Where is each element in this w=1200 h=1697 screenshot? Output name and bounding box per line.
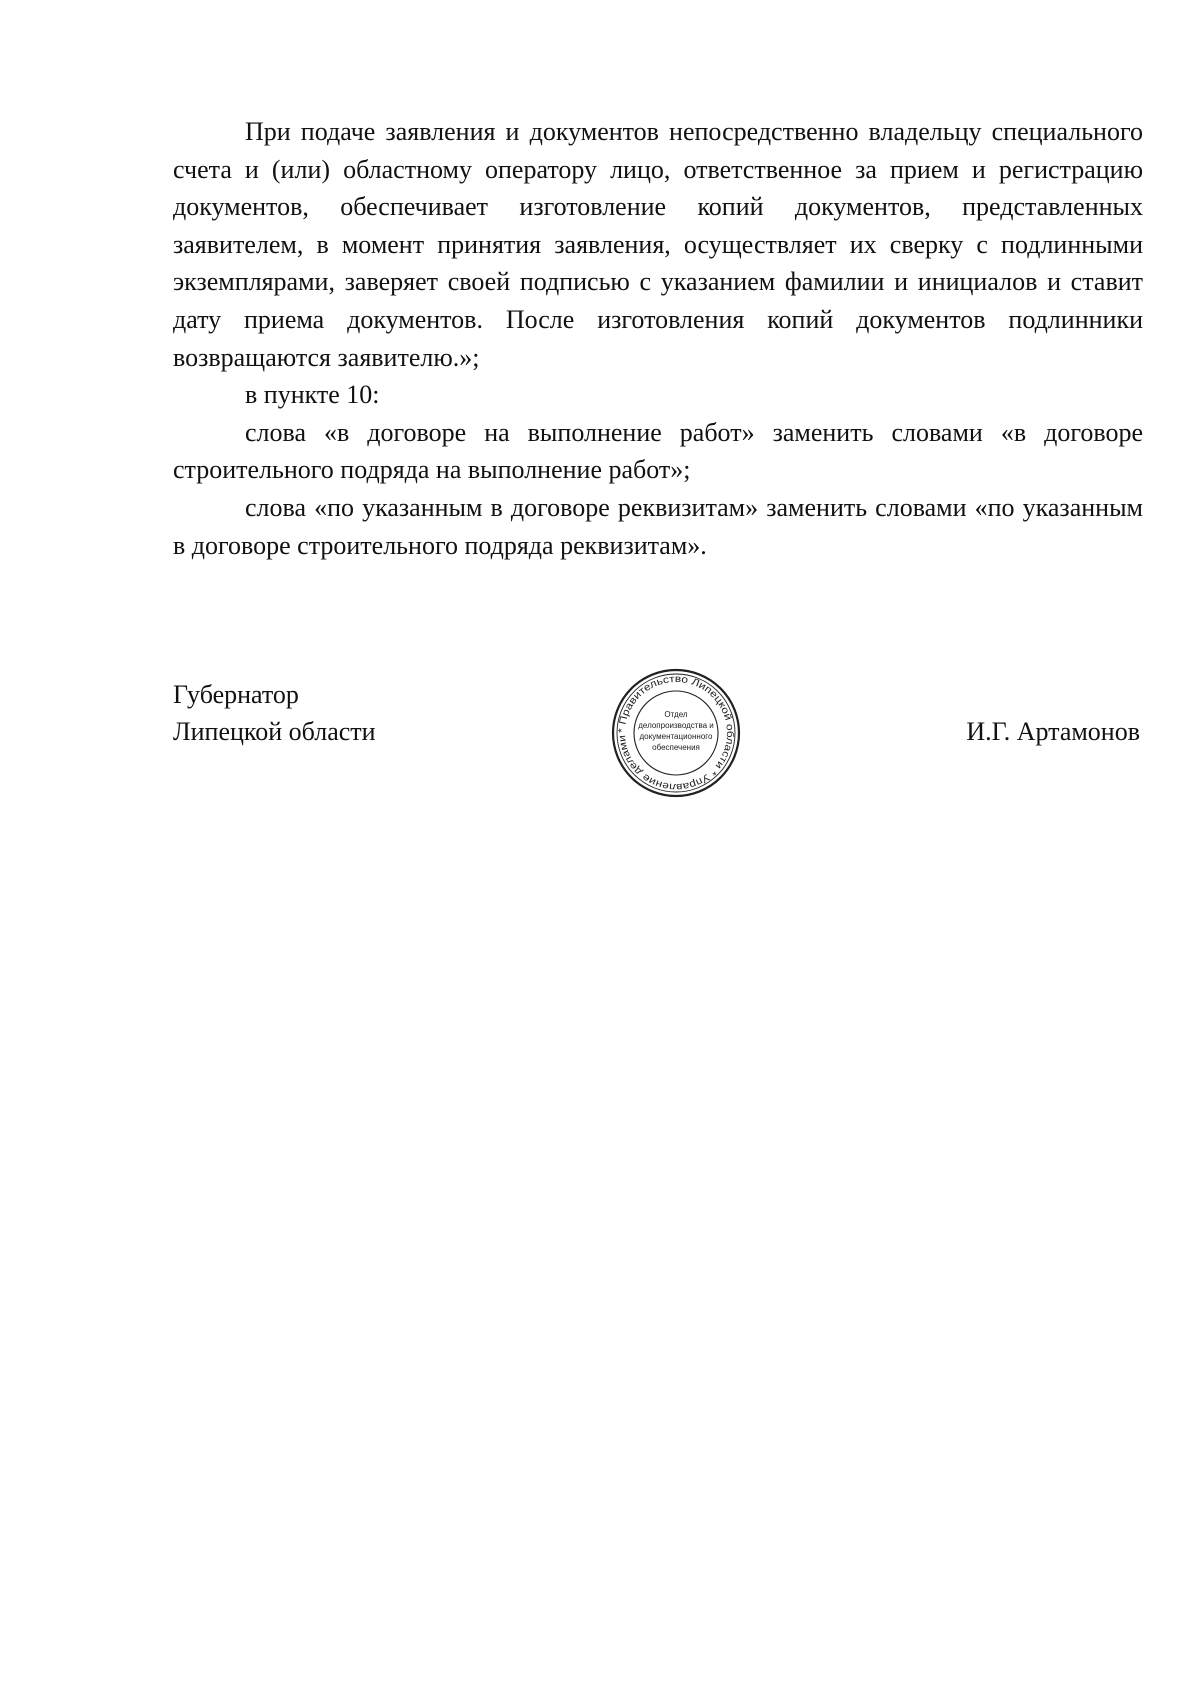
official-seal bbox=[609, 666, 743, 800]
signer-title-line-2: Липецкой области bbox=[173, 717, 376, 746]
signer-title-line-1: Губернатор bbox=[173, 680, 299, 709]
seal-outer-text: * Правительство Липецкой области * Управление делами bbox=[616, 673, 736, 793]
seal-center-line-1: Отдел bbox=[664, 710, 688, 719]
paragraph-amendment-contract-works: слова «в договоре на выполнение работ» заменить словами «в договоре строительного подряда на выполнение работ»; bbox=[173, 417, 1143, 485]
paragraph-point-10: в пункте 10: bbox=[245, 380, 380, 410]
paragraph-amendment-requisites: слова «по указанным в договоре реквизитам» заменить словами «по указанным в договоре строительного подряда реквизитам». bbox=[173, 492, 1143, 560]
signer-title bbox=[173, 676, 376, 750]
document-body bbox=[173, 113, 1143, 564]
seal-stamp-icon bbox=[609, 666, 743, 800]
seal-center-line-2: делопроизводства и bbox=[638, 721, 714, 730]
seal-center-line-3: документационного bbox=[639, 732, 713, 741]
signer-name: И.Г. Артамонов bbox=[966, 717, 1140, 746]
signature-block bbox=[173, 673, 1143, 806]
paragraph-document-submission: При подаче заявления и документов непосредственно владельцу специального счета и (или) областному оператору лицо, ответственное за прием и регистрацию документов, обеспечивает изготовление копий документов, представленных заявителем, в момент принятия заявления, осуществляет их сверку с подлинными экземплярами, заверяет своей подписью с указанием фамилии и инициалов и ставит дату приема документов. После изготовления копий документов подлинники возвращаются заявителю.»; bbox=[173, 117, 1143, 372]
seal-center-line-4: обеспечения bbox=[652, 743, 700, 752]
